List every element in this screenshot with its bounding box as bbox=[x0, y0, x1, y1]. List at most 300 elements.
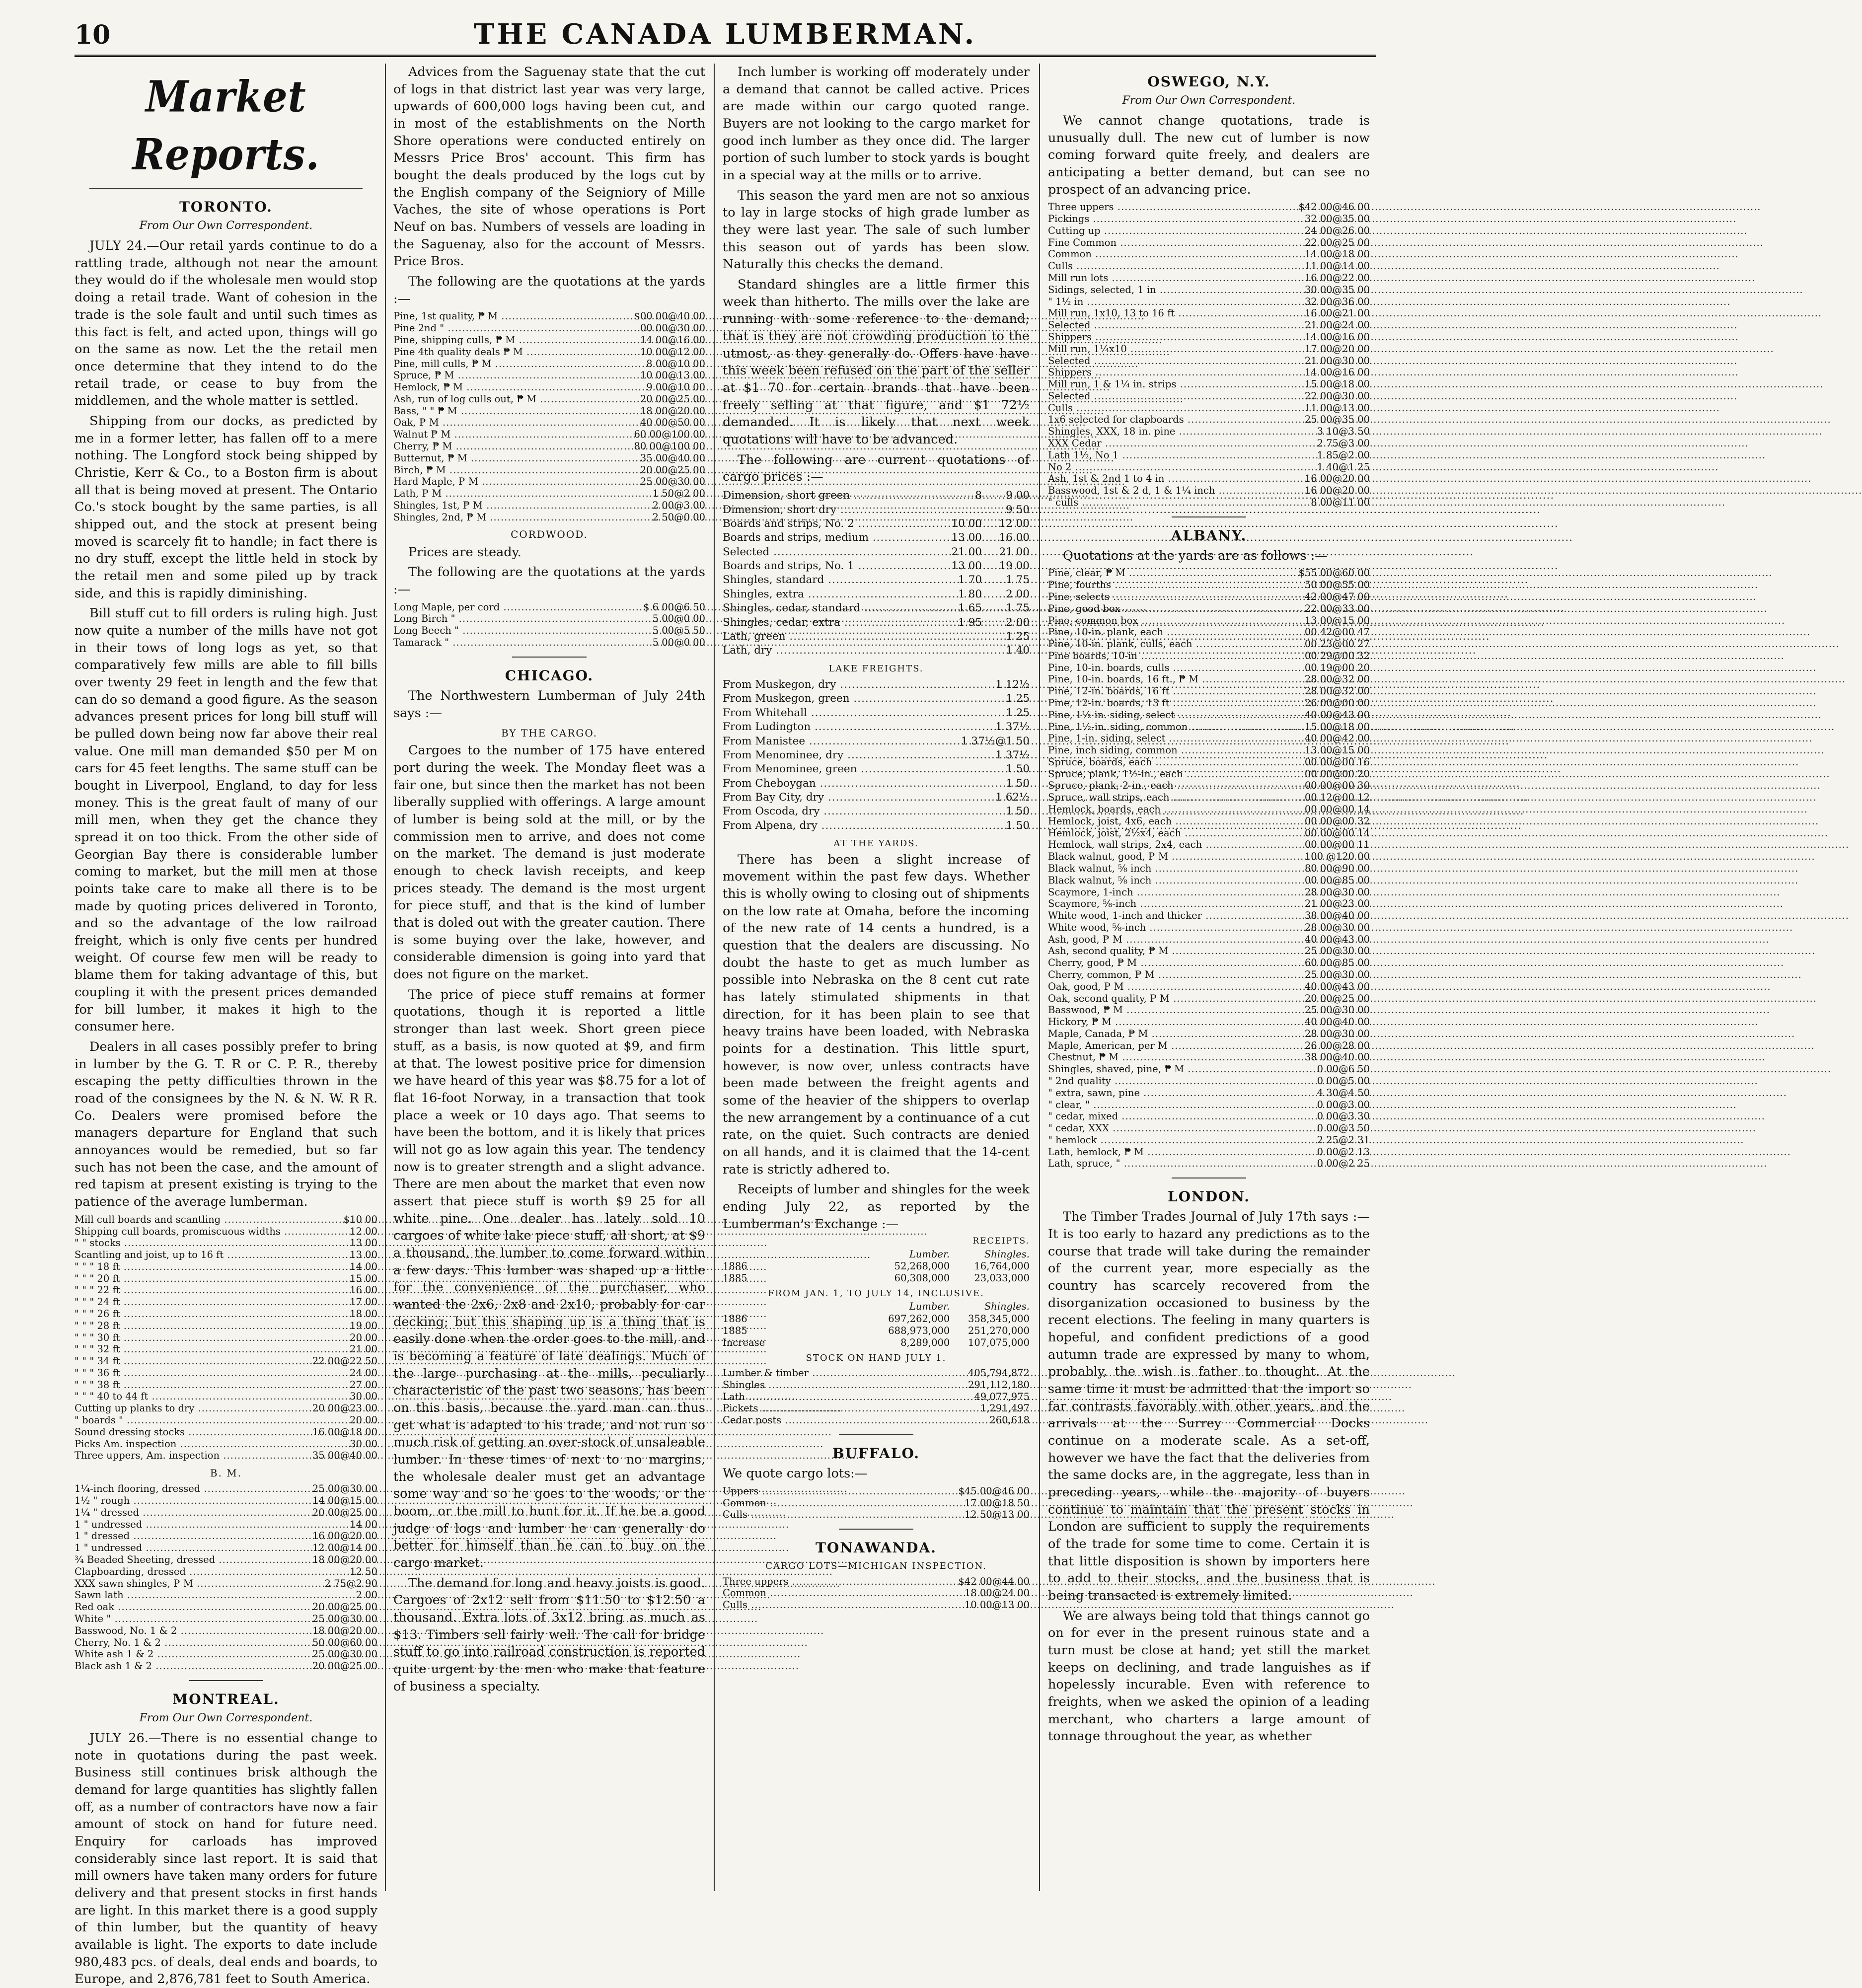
receipts-col-lumber: Lumber. bbox=[909, 1301, 950, 1313]
price-row bbox=[1048, 1040, 1370, 1052]
price-row bbox=[1048, 461, 1370, 473]
price-label: Pine 4th quality deals ₱ M ..... bbox=[393, 346, 1170, 358]
price-label: Black ash 1 & 2 ..... bbox=[74, 1660, 799, 1672]
price-value: 13 00@15 00 bbox=[1304, 744, 1370, 756]
price-label: From Bay City, dry ..... bbox=[723, 791, 1528, 804]
price-row bbox=[1048, 473, 1370, 485]
price-label: Hemlock, joist, 2½x4, each ..... bbox=[1048, 827, 1828, 839]
price-row bbox=[1048, 414, 1370, 426]
price-row bbox=[74, 1450, 377, 1462]
price-value: 1 25 bbox=[1006, 692, 1030, 705]
price-high: 1 75 bbox=[1006, 602, 1030, 615]
price-row bbox=[1048, 567, 1370, 579]
price-row bbox=[74, 1320, 377, 1332]
receipts-week-table bbox=[723, 1249, 1030, 1285]
price-low: 13 00 bbox=[951, 531, 982, 544]
price-value: 25 00@30 00 bbox=[312, 1613, 377, 1624]
price-row bbox=[1048, 886, 1370, 898]
price-row bbox=[74, 1343, 377, 1355]
price-value: 32 00@35 00 bbox=[1304, 213, 1370, 225]
price-row bbox=[74, 1648, 377, 1660]
price-label: Shingles, standard ..... bbox=[723, 574, 1528, 586]
price-row bbox=[74, 1530, 377, 1542]
price-label: " hemlock ..... bbox=[1048, 1134, 1744, 1146]
price-row bbox=[1048, 898, 1370, 910]
price-value: 15 00@18 00 bbox=[1304, 721, 1370, 733]
price-label: Scaymore, 1-inch ..... bbox=[1048, 886, 1781, 898]
price-row bbox=[723, 588, 1030, 601]
paragraph: Dealers in all cases possibly prefer to bring in lumber by the G. T. R or C. P. R., thereby escaping the petty difficulties thrown in the road of the consignees by the N. & N. W. R R. Co. Dealers were promised before the managers departure for England that such annoyances would be remedied, but so far such has not been the case, and the amount of red tapism at present existing is trying to the patience of the average lumberman. bbox=[74, 1039, 377, 1210]
section-separator bbox=[512, 657, 587, 658]
price-label: White " ..... bbox=[74, 1613, 758, 1624]
london-body bbox=[1048, 1208, 1370, 1745]
price-label: Shingles, cedar, extra ..... bbox=[723, 616, 1545, 629]
price-value: $42 00@44 00 bbox=[958, 1575, 1030, 1587]
price-value: 3 10@3 50 bbox=[1317, 426, 1370, 438]
price-row bbox=[1048, 438, 1370, 449]
price-row bbox=[393, 310, 705, 322]
paragraph: Receipts of lumber and shingles for the week ending July 22, as reported by the Lumberman's Exchange :— bbox=[723, 1182, 1030, 1232]
price-value: 4 30@4 50 bbox=[1317, 1087, 1370, 1099]
price-row bbox=[723, 706, 1030, 720]
price-row bbox=[1048, 449, 1370, 461]
price-label: Mill run, 1 & 1¼ in. strips ..... bbox=[1048, 378, 1823, 390]
price-row bbox=[393, 369, 705, 381]
price-label: Chestnut, ₱ M ..... bbox=[1048, 1051, 1766, 1063]
price-label: Cherry, ₱ M ..... bbox=[393, 441, 1099, 452]
price-label: Picks Am. inspection ..... bbox=[74, 1438, 823, 1450]
price-row bbox=[74, 1578, 377, 1590]
paragraph: Inch lumber is working off moderately under a demand that cannot be called active. Prices are made within our cargo quoted range. Buyers are not looking to the cargo market for good inch lumber as they once did. The larger portion of such lumber to stock yards is bought in a special way at the mills or to arrive. bbox=[723, 65, 1030, 183]
price-label: " " " 38 ft ..... bbox=[74, 1379, 767, 1391]
price-label: Three uppers, Am. inspection ..... bbox=[74, 1450, 867, 1461]
price-label: Shipping cull boards, promiscuous widths ..... bbox=[74, 1226, 928, 1237]
price-label: From Manistee ..... bbox=[723, 735, 1509, 747]
price-high: 1 40 bbox=[1006, 644, 1030, 657]
price-value: 2 00 bbox=[356, 1589, 377, 1601]
price-label: Pine, selects ..... bbox=[1048, 591, 1757, 602]
price-label: Common ..... bbox=[1048, 248, 1739, 260]
section-separator bbox=[839, 1529, 913, 1530]
price-value: 42 00@47 00 bbox=[1304, 590, 1370, 602]
price-value: 0 00@2 13 bbox=[1317, 1146, 1370, 1158]
buffalo-price-table bbox=[723, 1485, 1030, 1521]
price-row bbox=[723, 819, 1030, 833]
receipts-value: 358,345,000 bbox=[968, 1313, 1030, 1325]
price-value: 00 12@00 12 bbox=[1304, 792, 1370, 804]
price-row bbox=[74, 1226, 377, 1238]
price-row bbox=[393, 488, 705, 500]
paragraph: Advices from the Saguenay state that the cut of logs in that district last year was very large, upwards of 600,000 logs having been cut, and in most of the establishments on the North Shore operations were conducted entirely on Messrs Price Bros' account. This firm has bought the deals produced by the logs cut by the English company of the Seigniory of Mille Vaches, the site of whose operations is Port Neuf on bas. Numbers of vessels are loading in the Saguenay, also for the account of Messrs. Price Bros. bbox=[393, 65, 705, 269]
price-label: From Oscoda, dry ..... bbox=[723, 805, 1524, 817]
column-4 bbox=[1048, 64, 1370, 1891]
price-row bbox=[1048, 945, 1370, 957]
paragraph: There has been a slight increase of movement within the past few days. Whether this is wholly owing to closing out of shipments on the low rate at Omaha, before the incoming of the new rate of 14 cents a hundred, is a question that the dealers are discussing. No doubt the haste to get as much lumber as possible into Nebraska on the 8 cent cut rate has lately stimulated shipments in that direction, for it has been plain to see that heavy trains have been loaded, with Nebraska points for a destination. This little spurt, however, is now over, unless contracts have been made between the freight agents and some of the heavier of the shippers to overlap the new arrangement by a continuance of a cut rate, on the quiet. Such contracts are denied on all hands, and it is claimed that the 14-cent rate is strictly adhered to. bbox=[723, 852, 1030, 1177]
paragraph: We are always being told that things cannot go on for ever in the present ruinous state and a turn must be close at hand; yet still the market keeps on declining, and trade languishes as if hopelessly incurable. Even with reference to freights, when we asked the opinion of a leading merchant, who charters a large amount of tonnage throughout the year, as whether bbox=[1048, 1608, 1370, 1744]
price-label: Ash, good, ₱ M ..... bbox=[1048, 934, 1770, 945]
price-label: Pine, 1st quality, ₱ M ..... bbox=[393, 310, 1145, 322]
price-row bbox=[1048, 272, 1370, 284]
price-label: Spruce, ₱ M ..... bbox=[393, 369, 1101, 381]
price-label: Lath, ₱ M ..... bbox=[393, 488, 1089, 499]
price-value: 25 00@30 00 bbox=[1304, 945, 1370, 957]
price-label: Bass, " " ₱ M ..... bbox=[393, 405, 1105, 417]
price-label: Black walnut, ⅝ inch ..... bbox=[1048, 863, 1798, 874]
price-row bbox=[1048, 497, 1370, 509]
price-row bbox=[1048, 367, 1370, 378]
price-row bbox=[1048, 626, 1370, 638]
tonawanda-price-table bbox=[723, 1576, 1030, 1611]
paragraph: The following are current quotations of cargo prices :— bbox=[723, 452, 1030, 485]
price-label: Pine, 10-in. plank, each ..... bbox=[1048, 626, 1810, 638]
chicago-intro: The Northwestern Lumberman of July 24th says :— bbox=[393, 688, 705, 721]
price-value: 1 62½ bbox=[995, 791, 1030, 804]
price-row bbox=[74, 1414, 377, 1426]
price-row bbox=[1048, 225, 1370, 237]
price-value: 00 00@85 00 bbox=[1304, 874, 1370, 886]
london-heading: LONDON. bbox=[1168, 1188, 1250, 1205]
price-row bbox=[1048, 650, 1370, 662]
price-value: 18 00@20 00 bbox=[312, 1554, 377, 1566]
price-value: 14 00@16 00 bbox=[1304, 367, 1370, 378]
price-value: 25 00@30 00 bbox=[640, 476, 705, 488]
price-label: Walnut ₱ M ..... bbox=[393, 429, 1098, 440]
price-row bbox=[1048, 815, 1370, 827]
price-label: Basswood, No. 1 & 2 ..... bbox=[74, 1625, 824, 1636]
toronto-heading: TORONTO. bbox=[179, 199, 273, 216]
price-value: 40 00@43 00 bbox=[1304, 980, 1370, 992]
price-label: Pine, 10-in. plank, culls, each ..... bbox=[1048, 638, 1840, 650]
price-label: Pine, 1-in. siding, select ..... bbox=[1048, 733, 1812, 744]
price-value: 10 00@12 00 bbox=[640, 346, 705, 358]
price-value: 5 00@0 00 bbox=[652, 613, 705, 625]
price-row bbox=[74, 1214, 377, 1226]
price-value: 40 00@43 00 bbox=[1304, 933, 1370, 945]
tonawanda-subheading: CARGO LOTS—MICHIGAN INSPECTION. bbox=[765, 1561, 987, 1572]
price-row bbox=[74, 1519, 377, 1531]
price-label: ¾ Beaded Sheeting, dressed ..... bbox=[74, 1554, 862, 1565]
price-value: $42 00@46 00 bbox=[1298, 201, 1370, 213]
price-label: Lath, hemlock, ₱ M ..... bbox=[1048, 1146, 1791, 1158]
price-row bbox=[1048, 969, 1370, 981]
receipts-header-row bbox=[723, 1301, 1030, 1313]
price-value: 11 00@14 00 bbox=[1304, 260, 1370, 272]
price-row bbox=[723, 762, 1030, 776]
price-low: 13 00 bbox=[951, 560, 982, 572]
price-value: 00 23@00 27 bbox=[1304, 638, 1370, 650]
price-value: 16 00@21 00 bbox=[1304, 307, 1370, 319]
chicago-body-more bbox=[723, 64, 1030, 486]
price-value: 1 50@2 00 bbox=[652, 488, 705, 500]
price-low: 10 00 bbox=[951, 517, 982, 530]
price-label: Cutting up ..... bbox=[1048, 225, 1748, 236]
price-label: Shingles, XXX, 18 in. pine ..... bbox=[1048, 426, 1822, 437]
price-row bbox=[1048, 213, 1370, 225]
price-label: Three uppers ..... bbox=[1048, 201, 1761, 213]
price-value: 22 00@33 00 bbox=[1304, 602, 1370, 614]
price-label: Pine, 10-in. boards, 16 ft., ₱ M ..... bbox=[1048, 673, 1846, 685]
cordwood-price-table bbox=[393, 601, 705, 649]
yards-body bbox=[723, 851, 1030, 1233]
price-value: 1 50 bbox=[1006, 763, 1030, 776]
price-label: Culls ..... bbox=[723, 1599, 1395, 1611]
section-separator bbox=[839, 1434, 913, 1435]
price-high: 2 00 bbox=[1006, 588, 1030, 600]
price-value: $45 00@46 00 bbox=[958, 1485, 1030, 1497]
price-value: 10 00@13 00 bbox=[640, 369, 705, 381]
price-row bbox=[74, 1332, 377, 1344]
price-value: 40 00@40 00 bbox=[1304, 1016, 1370, 1028]
price-row bbox=[1048, 1134, 1370, 1146]
price-row bbox=[1048, 201, 1370, 213]
albany-price-table bbox=[1048, 567, 1370, 1170]
price-row bbox=[1048, 579, 1370, 591]
chicago-heading: CHICAGO. bbox=[505, 667, 594, 684]
toronto-byline: From Our Own Correspondent. bbox=[139, 220, 313, 232]
price-row bbox=[393, 464, 705, 476]
paragraph: Bill stuff cut to fill orders is ruling high. Just now quite a number of the mills have not got in their tows of long logs as yet, so that comparatively few mills are able to fill bills over twenty 29 feet in length and the few that can do so demand a good figure. As the season advances present prices for long bill stuff will be pulled down being now far above their real value. One mill man demanded $50 per M on cars for 45 feet lengths. The same stuff can be bought in Liverpool, England, to day for less money. This is the great fault of many of our mill men, when they get the chance they spread it on too thick. From the other side of Georgian Bay there is considerable lumber coming to market, but the mill men at those points take care to make all there is to be made by quoting prices delivered in Toronto, and so the advantage of the low railroad freight, which is only five cents per hundred weight. Of course few men will be ready to blame them for taking advantage of this, but coupling it with the present prices demanded for bill lumber, it makes it high to the consumer here. bbox=[74, 606, 377, 1034]
price-value: 12 50 bbox=[350, 1565, 377, 1577]
price-value: 16 00@20 00 bbox=[1304, 485, 1370, 497]
price-label: Scantling and joist, up to 16 ft ..... bbox=[74, 1249, 871, 1260]
price-value: 19 00 bbox=[350, 1320, 377, 1331]
price-row bbox=[1048, 827, 1370, 839]
price-row bbox=[1048, 697, 1370, 709]
price-value: 2 75@3 00 bbox=[1317, 437, 1370, 449]
price-value: 80 00@100 00 bbox=[634, 441, 705, 452]
price-label: " cedar, mixed ..... bbox=[1048, 1110, 1765, 1122]
price-label: " " " 20 ft ..... bbox=[74, 1273, 767, 1284]
price-label: From Muskegon, dry ..... bbox=[723, 678, 1540, 691]
price-row bbox=[393, 500, 705, 512]
yards-subheading: AT THE YARDS. bbox=[833, 838, 919, 849]
price-label: Ash, second quality, ₱ M ..... bbox=[1048, 945, 1815, 957]
receipts-col-shingles: Shingles. bbox=[984, 1301, 1030, 1313]
paragraph: This season the yard men are not so anxious to lay in large stocks of high grade lumber as they were last year. The sale of such lumber this season out of yards has been slow. Naturally this checks the demand. bbox=[723, 188, 1030, 272]
price-low: 1 95 bbox=[958, 616, 982, 629]
price-value: 40 00@42 00 bbox=[1304, 733, 1370, 744]
price-value: 13 00@15 00 bbox=[1304, 614, 1370, 626]
price-row bbox=[723, 559, 1030, 573]
price-label: " 1½ in ..... bbox=[1048, 296, 1730, 307]
price-row bbox=[1048, 284, 1370, 296]
price-high: 9 00 bbox=[1006, 489, 1030, 502]
price-low: 8 bbox=[975, 489, 982, 502]
price-row bbox=[74, 1261, 377, 1273]
price-label: Pine, 1½-in. siding, common ..... bbox=[1048, 721, 1835, 733]
price-value: 20 00@25 00 bbox=[312, 1660, 377, 1672]
price-row bbox=[723, 1485, 1030, 1497]
price-row bbox=[393, 476, 705, 488]
price-value: 26 00@00 00 bbox=[1304, 697, 1370, 709]
price-row bbox=[723, 777, 1030, 791]
price-row bbox=[393, 613, 705, 625]
albany-intro: Quotations at the yards are as follows :— bbox=[1063, 548, 1328, 563]
price-row bbox=[74, 1613, 377, 1625]
price-row bbox=[723, 1509, 1030, 1521]
price-value: 9 00@10 00 bbox=[646, 381, 705, 393]
price-label: Pine, good box ..... bbox=[1048, 603, 1768, 614]
price-row bbox=[1048, 673, 1370, 685]
price-label: Spruce, plank, 1½-in., each ..... bbox=[1048, 768, 1830, 780]
price-label: " " " 18 ft ..... bbox=[74, 1261, 767, 1272]
price-label: Hemlock, boards, each ..... bbox=[1048, 804, 1808, 815]
price-row bbox=[1048, 355, 1370, 367]
price-value: 16 00@18 00 bbox=[312, 1426, 377, 1438]
price-value: 0 00@5 00 bbox=[1317, 1075, 1370, 1087]
price-row bbox=[1048, 756, 1370, 768]
price-label: " " " 40 to 44 ft ..... bbox=[74, 1391, 795, 1402]
price-row bbox=[393, 381, 705, 393]
price-label: Common ..... bbox=[723, 1497, 1414, 1509]
price-row bbox=[723, 489, 1030, 503]
price-row bbox=[1048, 1087, 1370, 1099]
price-row bbox=[723, 678, 1030, 692]
price-value: 22 00@22 50 bbox=[312, 1355, 377, 1367]
price-value: $00 00@40 00 bbox=[634, 310, 705, 322]
price-value: 0 00@6 50 bbox=[1317, 1063, 1370, 1075]
price-row bbox=[393, 441, 705, 452]
price-label: " " " 22 ft ..... bbox=[74, 1284, 767, 1296]
price-label: Cherry, common, ₱ M ..... bbox=[1048, 969, 1802, 980]
montreal-body-cont bbox=[393, 64, 705, 307]
price-value: 0 00@3 30 bbox=[1317, 1110, 1370, 1122]
price-value: 25 00@30 00 bbox=[312, 1483, 377, 1495]
price-row bbox=[74, 1237, 377, 1249]
price-value: 25 00@35 00 bbox=[1304, 414, 1370, 426]
oswego-heading: OSWEGO, N.Y. bbox=[1147, 74, 1270, 90]
price-row bbox=[1048, 296, 1370, 308]
price-low: 1 65 bbox=[958, 602, 982, 615]
price-label: Pine boards, 10-in ..... bbox=[1048, 650, 1785, 662]
price-value: 20 00@25 00 bbox=[312, 1601, 377, 1613]
price-label: Shippers ..... bbox=[1048, 367, 1739, 378]
price-row bbox=[1048, 910, 1370, 922]
price-row bbox=[1048, 1028, 1370, 1040]
price-value: 22 00@30 00 bbox=[1304, 390, 1370, 402]
price-value: 14 00@16 00 bbox=[1304, 331, 1370, 343]
paragraph: JULY 24.—Our retail yards continue to do a rattling trade, although not near the amount they would do if the wholesale men would stop doing a retail trade. Want of cohesion in the trade is the sole fault and until such times as this fact is felt, and acted upon, things will go on the same as now. Let the the retail men once determine that they intend to do the retail trade, or cease to buy from the middlemen, and the whole matter is settled. bbox=[74, 238, 377, 409]
price-value: 25 00@30 00 bbox=[1304, 1004, 1370, 1016]
price-row bbox=[393, 429, 705, 441]
price-value: 00 00@00 14 bbox=[1304, 827, 1370, 839]
price-value: 2 75@2 90 bbox=[324, 1577, 377, 1589]
price-value: 8 00@11 00 bbox=[1311, 496, 1370, 508]
price-row bbox=[74, 1379, 377, 1391]
price-value: 1 85@2 00 bbox=[1317, 449, 1370, 461]
price-label: Long Birch " ..... bbox=[393, 613, 1102, 624]
price-value: 16 00@20 00 bbox=[312, 1530, 377, 1542]
price-row bbox=[723, 545, 1030, 559]
price-label: From Ludington ..... bbox=[723, 721, 1515, 733]
price-value: 24 00@26 00 bbox=[1304, 224, 1370, 236]
price-label: Mill run, 1¼x10 ..... bbox=[1048, 343, 1774, 355]
price-label: Pine, 12-in. boards, 16 ft ..... bbox=[1048, 685, 1817, 697]
price-value: 1 37½@1 50 bbox=[961, 735, 1030, 747]
price-value: 27 00 bbox=[350, 1379, 377, 1391]
price-row bbox=[723, 517, 1030, 531]
price-value: 20 00@25 00 bbox=[640, 393, 705, 405]
price-row bbox=[393, 452, 705, 464]
price-value: 80 00@90 00 bbox=[1304, 862, 1370, 874]
receipts-year: 1886 bbox=[723, 1313, 747, 1325]
price-row bbox=[74, 1554, 377, 1566]
price-label: Cutting up planks to dry ..... bbox=[74, 1402, 841, 1414]
receipts-year: 1885 bbox=[723, 1272, 747, 1284]
price-row bbox=[74, 1308, 377, 1320]
price-label: " extra, sawn, pine ..... bbox=[1048, 1087, 1787, 1099]
price-row bbox=[1048, 1016, 1370, 1028]
price-row bbox=[74, 1402, 377, 1414]
price-row bbox=[1048, 922, 1370, 934]
price-label: Pine 2nd " ..... bbox=[393, 322, 1091, 334]
receipts-row bbox=[723, 1272, 1030, 1284]
price-row bbox=[1048, 1146, 1370, 1158]
price-value: 11 00@13 00 bbox=[1304, 402, 1370, 414]
price-value: 17 00 bbox=[350, 1296, 377, 1308]
price-value: 21 00 bbox=[350, 1343, 377, 1355]
price-label: Culls ..... bbox=[723, 1509, 1395, 1520]
price-value: 1 37½ bbox=[995, 721, 1030, 734]
toronto-price-table bbox=[74, 1214, 377, 1462]
price-row bbox=[74, 1273, 377, 1285]
price-label: Red oak ..... bbox=[74, 1601, 761, 1613]
albany-heading: ALBANY. bbox=[1171, 527, 1247, 544]
tonawanda-heading: TONAWANDA. bbox=[816, 1540, 937, 1556]
price-label: Tamarack " ..... bbox=[393, 637, 1096, 648]
price-value: 405,794,872 bbox=[968, 1367, 1030, 1379]
price-value: 00 00@00 16 bbox=[1304, 756, 1370, 768]
price-label: 1½ " rough ..... bbox=[74, 1495, 777, 1506]
cordwood-text bbox=[393, 544, 705, 598]
price-label: Maple, American, per M ..... bbox=[1048, 1040, 1815, 1051]
paragraph: The Timber Trades Journal of July 17th says :—It is too early to hazard any predictions as to the course that trade will take during the remainder of the current year, more especially as the country has scarcely recovered from the disorganization occasioned to business by the recent elections. The feeling in many quarters is hopeful, and confident predictions of a good autumn trade are expressed by many to whom, probably, the wish is father to thought. At the same time it must be admitted that the import so far contrasts favorably with other years, and the arrivals at the Surrey Commercial Docks continue on a moderate scale. As a set-off, however we have the fact that the deliveries from the same docks are, in the aggregate, less than in preceding years, while the majority of buyers continue to maintain that the present stocks in London are sufficient to supply the requirements of the trade for some time to come. Certain it is that little disposition is shown by importers here to add to their stocks, and the business that is being transacted is extremely limited. bbox=[1048, 1209, 1370, 1604]
price-label: " " " 28 ft ..... bbox=[74, 1320, 767, 1331]
price-label: Oak, ₱ M ..... bbox=[393, 417, 1086, 428]
price-value: 35 00@40 00 bbox=[640, 452, 705, 464]
price-label: " cedar, XXX ..... bbox=[1048, 1122, 1756, 1134]
price-high: 9 50 bbox=[1006, 503, 1030, 516]
price-value: 5 00@5 50 bbox=[652, 625, 705, 637]
price-low: 1 80 bbox=[958, 588, 982, 600]
paragraph: Standard shingles are a little firmer this week than hitherto. The mills over the lake are running with some reference to the demand; that is they are not crowding production to the utmost, as they generally do. Offers have have this week been refused on the part of the seller at $1 70 for certain brands that have been freely selling at that figure, and $1 72½ demanded. It is likely that next week quotations will have to be advanced. bbox=[723, 277, 1030, 447]
montreal-heading: MONTREAL. bbox=[172, 1691, 280, 1707]
paragraph: Cargoes to the number of 175 have entered port during the week. The Monday fleet was a fair one, but since then the market has not been liberally supplied with offerings. A large amount of lumber is being sold at the mill, or by the commission men to arrive, and does not come on the market. The demand is just moderate enough to check lavish receipts, and keep prices steady. The demand is the most urgent for piece stuff, and that is the kind of lumber that is doled out with the greater caution. There is some buying over the lake, however, and considerable dimension is going into yard that does not figure on the market. bbox=[393, 743, 705, 982]
price-label: Spruce, plank, 2-in., each ..... bbox=[1048, 780, 1821, 791]
price-label: Lath 1½, No 1 ..... bbox=[1048, 449, 1766, 461]
price-row bbox=[1048, 307, 1370, 319]
receipts-value: 688,973,000 bbox=[888, 1325, 950, 1336]
price-label: Hemlock, joist, 4x6, each ..... bbox=[1048, 815, 1819, 827]
price-row bbox=[1048, 934, 1370, 946]
price-label: Sawn lath ..... bbox=[74, 1589, 771, 1601]
price-row bbox=[1048, 319, 1370, 331]
price-value: 12 50@13 00 bbox=[964, 1509, 1030, 1521]
price-value: 16 00 bbox=[350, 1284, 377, 1296]
montreal-price-table bbox=[393, 310, 705, 523]
montreal-body-start bbox=[74, 1730, 377, 1988]
price-row bbox=[1048, 685, 1370, 697]
price-value: 1 12½ bbox=[995, 678, 1030, 691]
price-label: " culls ..... bbox=[1048, 497, 1725, 508]
price-label: Black walnut, good, ₱ M ..... bbox=[1048, 851, 1815, 862]
price-row bbox=[1048, 390, 1370, 402]
price-label: Fine Common ..... bbox=[1048, 237, 1764, 248]
price-row bbox=[723, 531, 1030, 545]
price-label: " clear, " ..... bbox=[1048, 1099, 1737, 1110]
price-row bbox=[1048, 1004, 1370, 1016]
price-value: 20 00 bbox=[350, 1414, 377, 1426]
